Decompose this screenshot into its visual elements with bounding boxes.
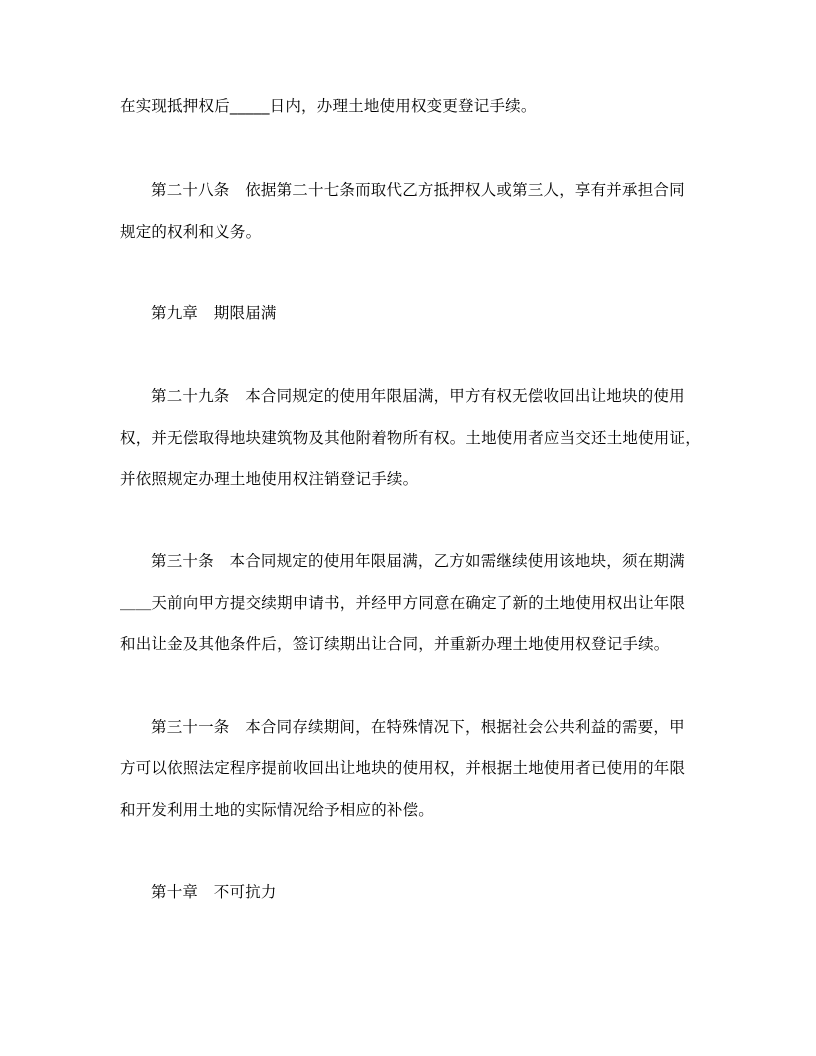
- paragraph-line: 规定的权利和义务。: [120, 223, 262, 241]
- paragraph-line: 权，并无偿取得地块建筑物及其他附着物所有权。土地使用者应当交还土地使用证，: [120, 429, 701, 447]
- article-29-heading-line: 第二十九条 本合同规定的使用年限届满，甲方有权无偿收回出让地块的使用: [151, 387, 685, 405]
- paragraph-line: 和开发利用土地的实际情况给予相应的补偿。: [120, 801, 435, 819]
- paragraph-line: 方可以依照法定程序提前收回出让地块的使用权，并根据土地使用者已使用的年限: [120, 759, 686, 777]
- paragraph-line: ＿＿天前向甲方提交续期申请书，并经甲方同意在确定了新的土地使用权出让年限: [120, 594, 686, 612]
- article-30-heading-line: 第三十条 本合同规定的使用年限届满，乙方如需继续使用该地块，须在期满: [151, 552, 685, 570]
- paragraph-line: 和出让金及其他条件后，签订续期出让合同，并重新办理土地使用权登记手续。: [120, 635, 670, 653]
- chapter-9-heading: 第九章 期限届满: [151, 304, 277, 322]
- paragraph-line: 并依照规定办理土地使用权注销登记手续。: [120, 470, 419, 488]
- chapter-10-heading: 第十章 不可抗力: [151, 883, 277, 901]
- article-31-heading-line: 第三十一条 本合同存续期间，在特殊情况下，根据社会公共利益的需要，甲: [151, 718, 685, 736]
- article-28-heading-line: 第二十八条 依据第二十七条而取代乙方抵押权人或第三人，享有并承担合同: [151, 181, 685, 199]
- paragraph-line: 在实现抵押权后_____日内，办理土地使用权变更登记手续。: [120, 97, 537, 115]
